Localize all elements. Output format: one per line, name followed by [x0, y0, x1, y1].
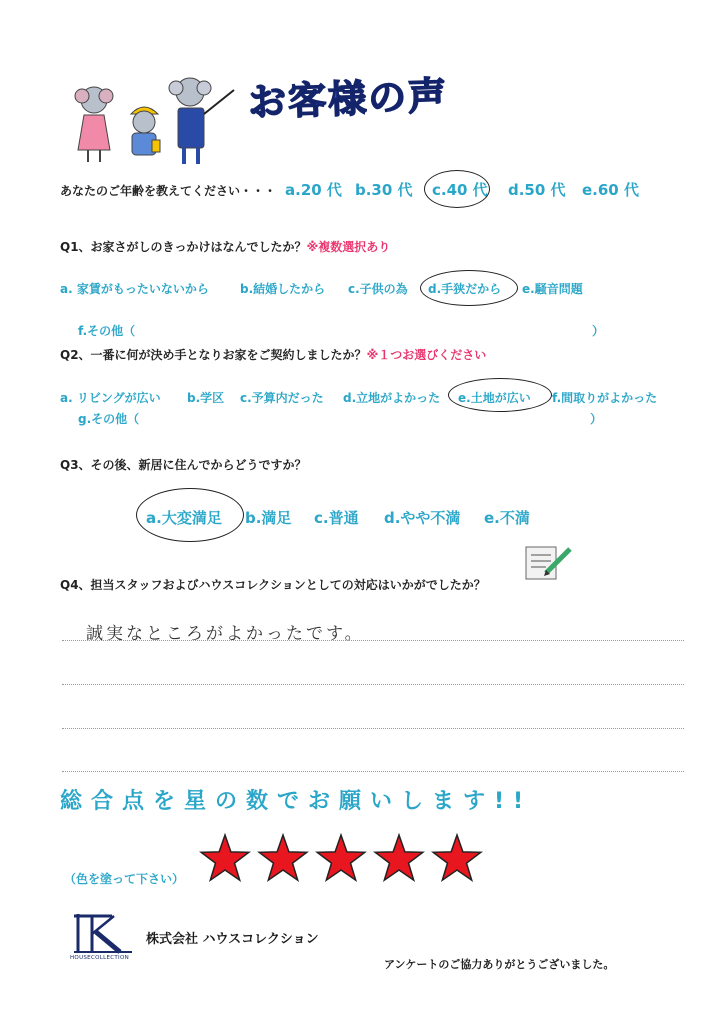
logo-text: HOUSECOLLECTION — [70, 955, 129, 961]
page-title: お客様の声 — [247, 73, 449, 125]
q1-option-b[interactable]: b.結婚したから — [240, 282, 326, 296]
rating-banner: 総合点を星の数でお願いします!! — [60, 789, 533, 814]
q3-option-a[interactable]: a.大変満足 — [146, 509, 222, 527]
q2-option-c[interactable]: c.予算内だった — [240, 391, 324, 405]
q1-option-c[interactable]: c.子供の為 — [348, 282, 408, 296]
q1-question-text: Q1、お家さがしのきっかけはなんでしたか？ — [60, 240, 307, 254]
company-name: 株式会社 ハウスコレクション — [146, 932, 319, 947]
age-question: あなたのご年齢を教えてください・・・ — [60, 184, 277, 198]
q2-option-d[interactable]: d.立地がよかった — [343, 391, 441, 405]
q3-option-d[interactable]: d.やや不満 — [384, 509, 461, 527]
rating-star-5[interactable] — [433, 835, 481, 880]
age-option-b[interactable]: b.30 代 — [355, 181, 413, 199]
q1-note: ※複数選択あり — [306, 240, 391, 254]
age-option-d[interactable]: d.50 代 — [508, 181, 566, 199]
q1-option-e[interactable]: e.騒音問題 — [522, 282, 583, 296]
q1-option-d[interactable]: d.手狭だから — [428, 282, 502, 296]
q2-question-text: Q2、一番に何が決め手となりお家をご契約しましたか？ — [60, 348, 367, 362]
q3-option-e[interactable]: e.不満 — [484, 509, 530, 527]
q3-option-c[interactable]: c.普通 — [314, 509, 359, 527]
q2-option-a[interactable]: a. リビングが広い — [60, 391, 161, 405]
q1-other-label[interactable]: f.その他（ — [78, 324, 136, 338]
q4-question: Q4、担当スタッフおよびハウスコレクションとしての対応はいかがでしたか？ — [60, 578, 486, 592]
q3-question: Q3、その後、新居に住んでからどうですか？ — [60, 458, 307, 472]
rating-instruction: （色を塗って下さい） — [64, 872, 185, 886]
q2-other-close: ） — [590, 412, 603, 426]
q3-option-b[interactable]: b.満足 — [245, 509, 292, 527]
rating-star-1[interactable] — [201, 835, 249, 880]
q4-answer[interactable]: 誠実なところがよかったです。 — [86, 624, 365, 644]
q2-note: ※１つお選びください — [366, 348, 487, 362]
q1-other-close: ） — [592, 324, 605, 338]
rating-star-2[interactable] — [259, 835, 307, 880]
q1-option-a[interactable]: a. 家賃がもったいないから — [60, 282, 209, 296]
q2-option-b[interactable]: b.学区 — [187, 391, 225, 405]
q2-other-label[interactable]: g.その他（ — [78, 412, 140, 426]
age-option-a[interactable]: a.20 代 — [285, 181, 342, 199]
thanks-message: アンケートのご協力ありがとうございました。 — [384, 958, 615, 971]
age-option-e[interactable]: e.60 代 — [582, 181, 639, 199]
age-option-c[interactable]: c.40 代 — [432, 181, 488, 199]
rating-star-4[interactable] — [375, 835, 423, 880]
q2-option-e[interactable]: e.土地が広い — [458, 391, 531, 405]
q2-option-f[interactable]: f.間取りがよかった — [552, 391, 658, 405]
rating-star-3[interactable] — [317, 835, 365, 880]
